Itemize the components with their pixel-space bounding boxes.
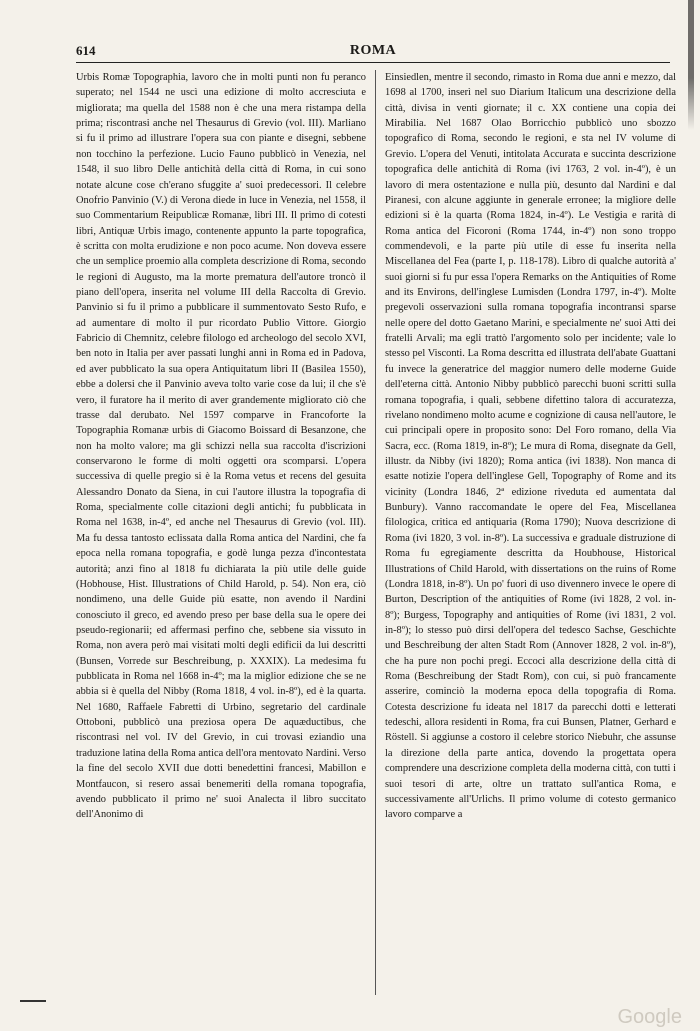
page-number: 614 <box>76 43 96 58</box>
edge-shadow <box>688 0 694 130</box>
running-head: ROMA <box>349 43 397 58</box>
text-columns <box>76 70 676 995</box>
left-column-text: Urbis Romæ Topographia, lavoro che in molti punti non fu peranco superato; nel 1544 ne uscì una edizione di molto accresciuta e migliorata; ma quella del 1588 non è che una mera ristampa della prima; riscontrasi anche nel Thesaurus di Grevio (vol. III). Marliano si fu il primo ad illustrare l'opera sua con piante e disegni, sebbene non tocchino la perfezione. Lucio Fauno pubblicò in Venezia, nel 1548, il suo libro Delle antichità della città di Roma, in cui sono notate alcune cose ch'erano sfuggite a' suoi predecessori. Il celebre Onofrio Panvinio (V.) di Verona diede in luce in Venezia, nel 1558, il suo Commentarium Reipublicæ Romanæ, libri III. Il primo di cotesti libri, Antiquæ Urbis imago, contenente appunto la parte topografica, è scritta con molta erudizione e non poco acume. Non doveva essere che un semplice proemio alla completa descrizione di Roma, secondo le regioni di Augusto, ma la morte prematura dell'autore troncò il piano dell'opera, inserita nel volume III della Raccolta di Grevio. Panvinio si fu il primo a pubblicare il summentovato Sesto Rufo, e ad aumentare di molto il pur ricordato Publio Vittore. Giorgio Fabricio di Chemnitz, celebre filologo ed archeologo del secolo XVI, ben noto in Italia per aver passati lunghi anni in Roma ed in Padova, ed aver pubblicato la sua opera Antiquitatum libri II (Basilea 1550), ebbe a dolersi che il Panvinio aveva tolto varie cose da lui; il che s'è vero, il furatore ha il merito di aver grandemente migliorato ciò che trasse dal derubato. Nel 1597 comparve in Francoforte la Topographia Romanæ urbis di Giacomo Boissard di Besanzone, che non ha molto valore; ma gli schizzi nella sua raccolta d'iscrizioni conservarono le forme di molti oggetti ora scomparsi. L'opera successiva di quelle pregio si è la Roma vetus et recens del gesuita Alessandro Donato da Siena, in cui l'autore illustra la topografia di Roma, specialmente colle citazioni degli antichi; fu pubblicata in Roma nel 1638, in-4º, ed anche nel Thesaurus di Grevio (vol. III). Ma fu dessa tantosto eclissata dalla Roma antica del Nardini, che fa epoca nella romana topografia, e godè lunga pezza d'incontestata autorità; anzi fino al 1818 fu dichiarata la più utile delle guide (Hobhouse, Hist. Illustrations of Child Harold, p. 54). Non era, ciò nondimeno, una delle Guide più esatte, non avendo il Nardini conosciuto il greco, ed avendo preso per base della sua le opere dei pseudo-regionarii; ed affermasi perfino che, sebbene sia vissuto in Roma, non avera però mai visitati molti degli edificii da lui descritti (Bunsen, Vorrede sur Beschreibung, p. XXXIX). La medesima fu pubblicata in Roma nel 1668 in-4º; ma la miglior edizione che se ne abbia si è quella del Nibby (Roma 1818, 4 vol. in-8º), ed è la quarta. Nel 1680, Raffaele Fabretti di Urbino, segretario del cardinale Ottoboni, pubblicò una preziosa opera De aquæductibus, che riscontrasi nel vol. IV del Grevio, in cui trovasi eziandio una traduzione latina della Roma antica dell'ora mentovato Nardini. Verso la fine del secolo XVII due dotti benedettini francesi, Mabillon e Montfaucon, si resero assai benemeriti della romana topografia, avendo pubblicato il primo ne' suoi Analecta il libro succitato dell'Anonimo di <box>76 72 366 821</box>
right-column <box>376 70 676 995</box>
left-column <box>76 70 376 995</box>
right-column-text: Einsiedlen, mentre il secondo, rimasto in Roma due anni e mezzo, dal 1698 al 1700, inserì nel suo Diarium Italicum una descrizione della città, divisa in venti giornate; il c. XX contiene una copia dei Mirabilia. Nel 1687 Olao Borricchio pubblicò uno sbozzo topografico di Roma, secondo le regioni, e sta nel IV volume di Grevio. L'opera del Venuti, intitolata Accurata e succinta descrizione topografica delle antichità di Roma (ivi 1763, 2 vol. in-4º), è un lavoro di mera ostentazione e nulla più, desunto dal Nardini e dal Piranesi, con alcune aggiunte in generale erronee; la migliore delle edizioni si è la quarta (Roma 1824, in-4º). Le Vestigia e rarità di Roma antica del Ficoroni (Roma 1744, in-4º) non sono troppo commendevoli, e la parte più utile di esse fu inserita nella Miscellanea del Fea (parte I, p. 118-178). Libro di qualche autorità a' suoi giorni si fu pur essa l'opera Remarks on the Antiquities of Rome and its Environs, dell'inglese Lumisden (Londra 1797, in-4º). Molte pregevoli osservazioni sulla romana topografia incontransi sparse nelle opere del dotto Gaetano Marini, e specialmente ne' suoi Atti dei fratelli Arvali; ma egli trattò l'argomento solo per incidente; vale lo stesso pel Visconti. La Roma descritta ed illustrata dell'abate Guattani fu invece la generatrice del maggior numero delle moderne Guide dell'eterna città. Antonio Nibby pubblicò parecchi buoni scritti sulla romana topografia, i quali, sebbene difettino talora di accuratezza, rivelano nondimeno molto acume e cognizione di causa nell'autore, le cui principali opere in proposito sono: Del Foro romano, della Via Sacra, ecc. (Roma 1819, in-8º); Le mura di Roma, disegnate da Gell, illustr. da Nibby (ivi 1820); Roma antica (ivi 1838). Non manca di esatte notizie l'opera dell'inglese Gell, Topography of Rome and its vicinity (Londra 1846, 2ª edizione riveduta ed aumentata dal Bunbury). Vanno raccomandate le opere del Fea, Miscellanea filologica, critica ed antiquaria (Roma 1790); Nuova descrizione di Roma (ivi 1820, 3 vol. in-8º). La successiva e graduale distruzione di Roma fu egregiamente descritta da Houbhouse, Historical Illustrations of Child Harold, with dissertations on the ruins of Rome (Londra 1818, in-8º). Un po' fuori di uso divennero invece le opere di Burton, Description of the antiquities of Rome (ivi 1828, 2 vol. in-8º); Burgess, Topography and antiquities of Rome (ivi 1831, 2 vol. in-8º); lo stesso può dirsi dell'opera del tedesco Sachse, Geschichte und Beschreibung der alten Stadt Rom (Annover 1828, 2 vol. in-8º), che ha pure non pochi pregi. Eccoci alla descrizione della città di Roma (Beschreibung der Stadt Rom), con cui, si può francamente asserire, cominciò la moderna epoca della topografia di Roma. Cotesta descrizione fu ideata nel 1817 da parecchi dotti e letterati tedeschi, allora residenti in Roma, fra cui Bunsen, Platner, Gerhard e Röstell. Si aggiunse a costoro il celebre storico Niebuhr, che assunse la direzione della parte antica, dovendo la progettata opera comprendere una descrizione completa della moderna città, con tutti i suoi tesori di arte, oltre un trattato sull'antica Roma, e successivamente all'Urlichs. Il primo volume di cotesto germanico lavoro comparve a <box>385 72 676 821</box>
margin-mark <box>20 1000 46 1002</box>
scan-watermark: Google <box>617 1006 682 1028</box>
page-header <box>76 40 670 63</box>
